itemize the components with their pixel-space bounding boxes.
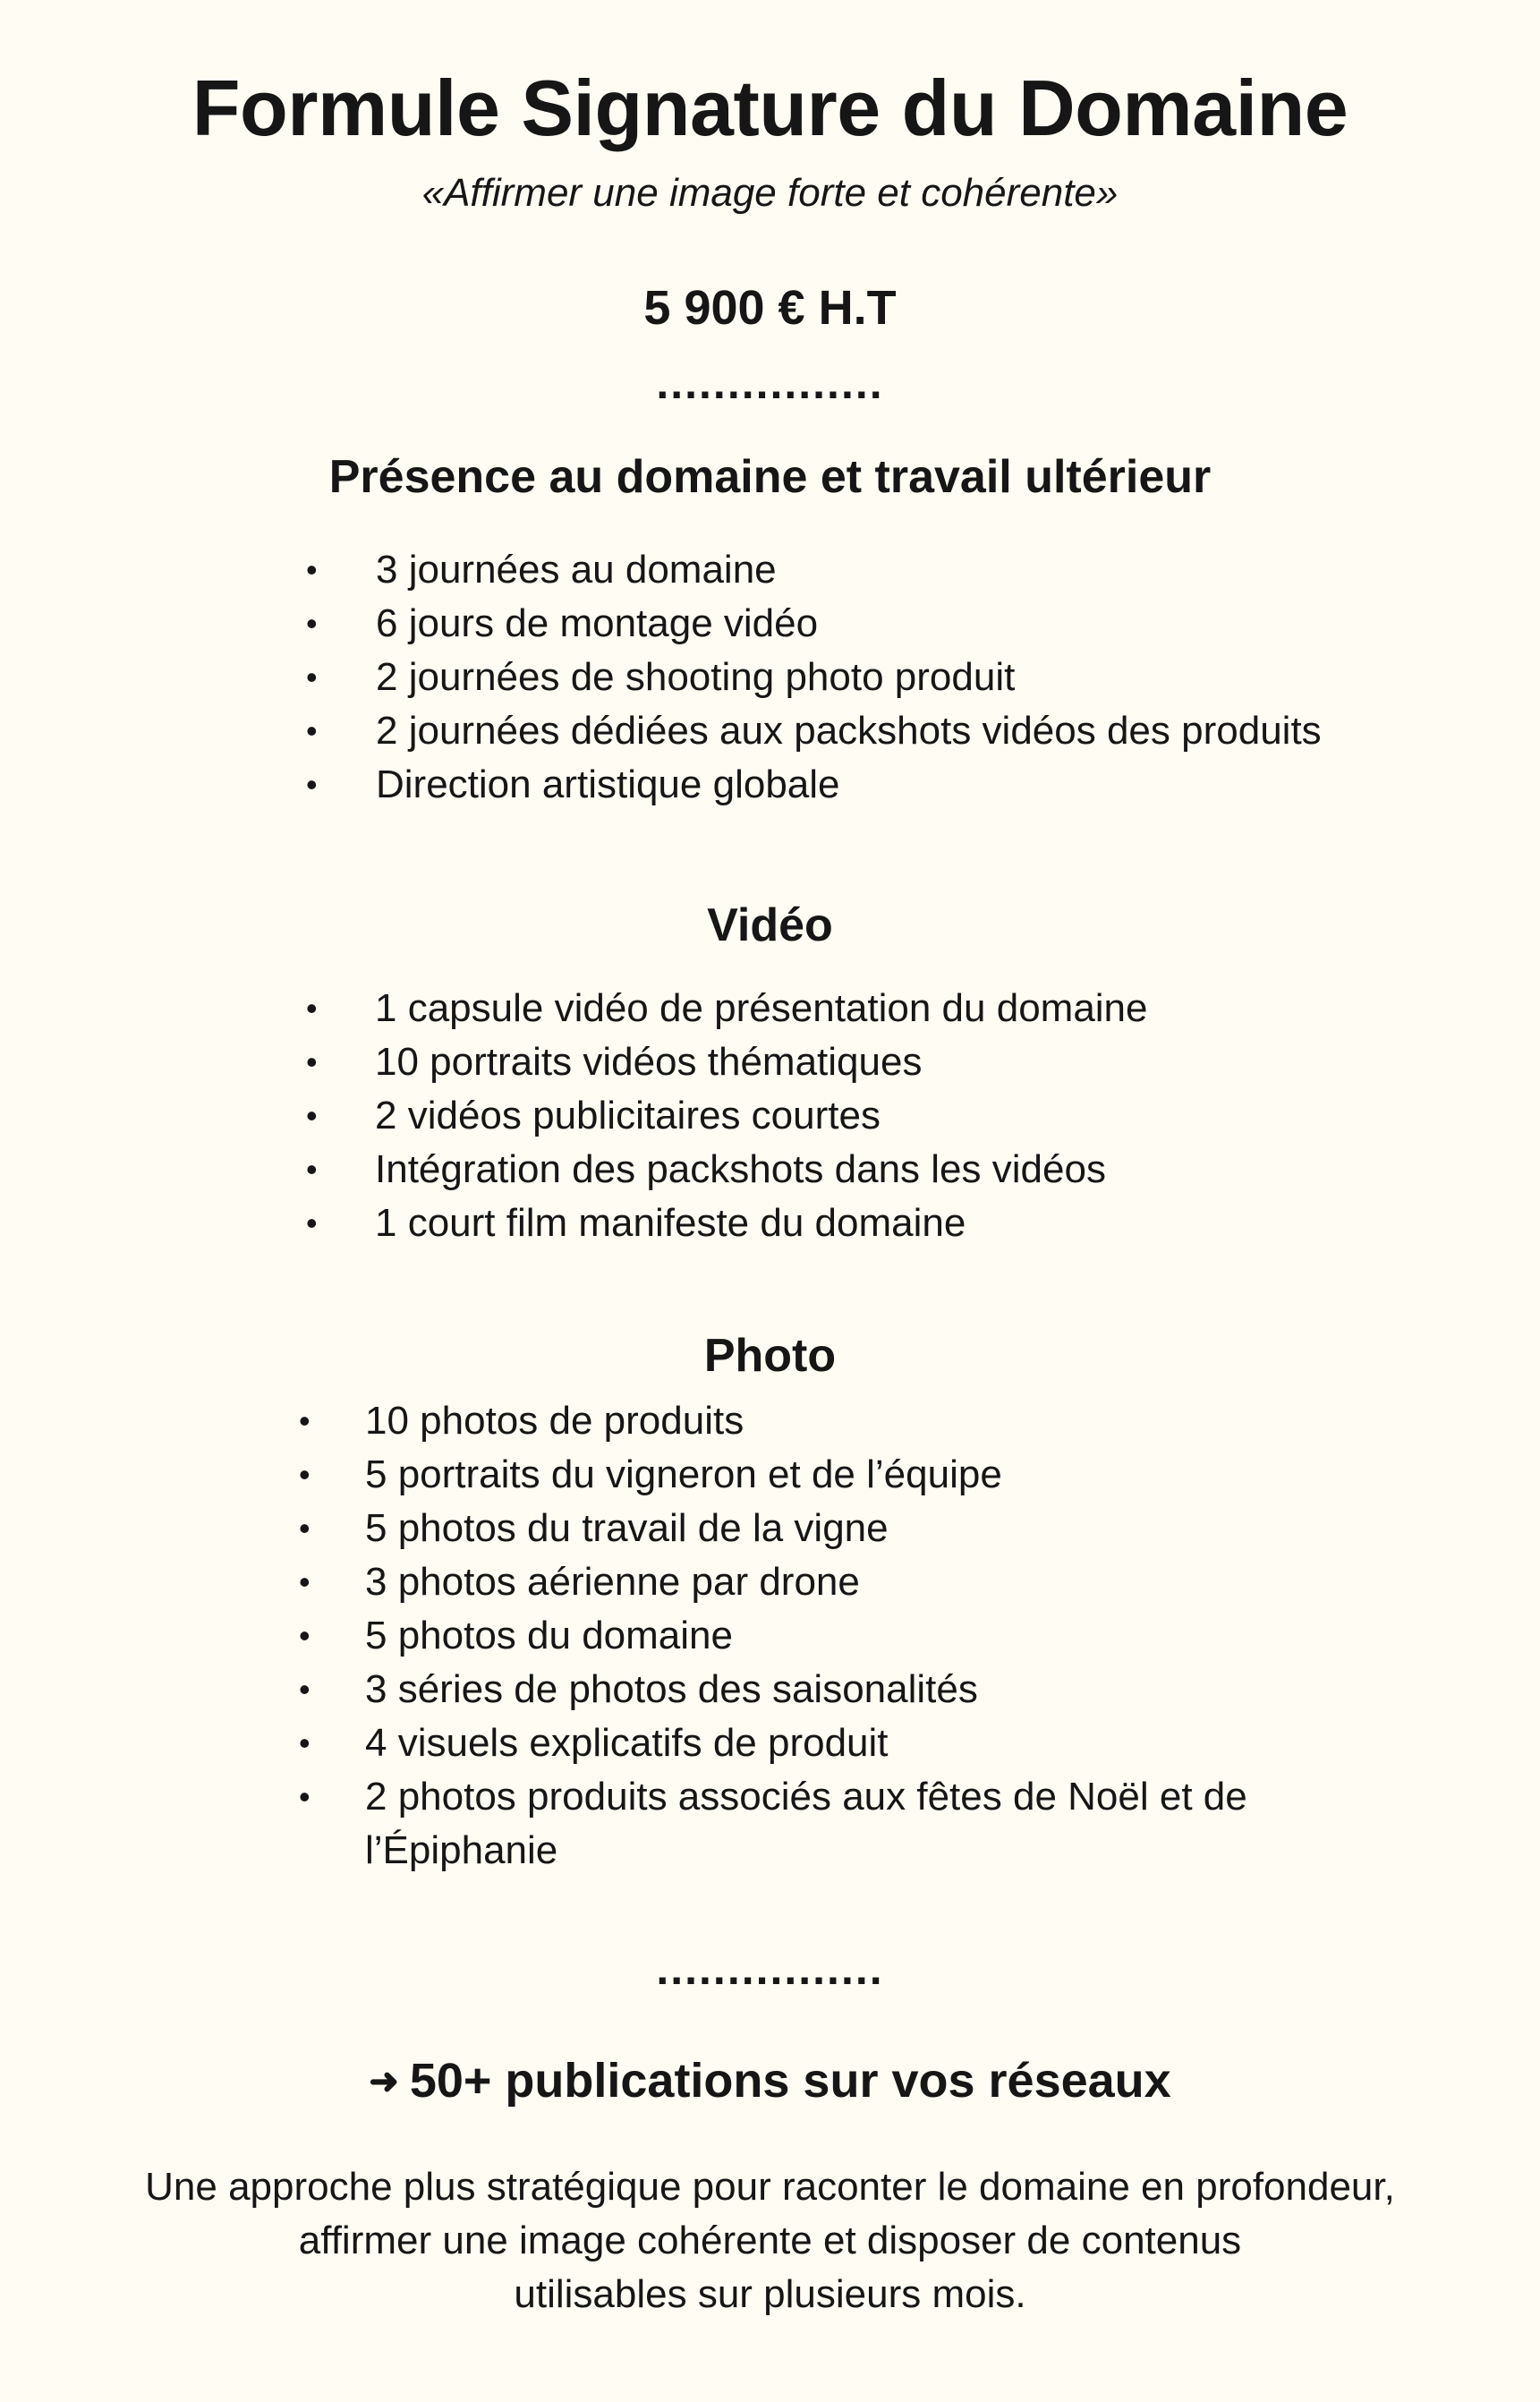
list-item xyxy=(306,1089,1148,1143)
list-item-text: 5 portraits du vigneron et de l’équipe xyxy=(365,1452,1002,1496)
list-item-text: 10 portraits vidéos thématiques xyxy=(375,1040,923,1084)
list-item xyxy=(299,1716,1314,1770)
video-list xyxy=(306,982,1148,1250)
list-item xyxy=(306,651,1322,704)
price: 5 900 € H.T xyxy=(643,281,897,335)
bullet: • xyxy=(306,605,318,642)
bullet: • xyxy=(306,1043,318,1080)
bullet: • xyxy=(306,1205,318,1241)
bullet: • xyxy=(299,1617,311,1654)
bullet: • xyxy=(306,712,318,749)
list-item-text: 5 photos du domaine xyxy=(365,1614,733,1657)
bullet: • xyxy=(306,659,318,695)
list-item xyxy=(299,1609,1314,1663)
list-item xyxy=(306,543,1322,597)
list-item-text: 5 photos du travail de la vigne xyxy=(365,1506,889,1550)
list-item-text: 3 journées au domaine xyxy=(376,548,777,592)
bullet: • xyxy=(299,1456,311,1493)
arrow-right-icon: ➜ xyxy=(369,2062,399,2101)
bullet: • xyxy=(299,1671,311,1708)
list-item-text: 3 séries de photos des saisonalités xyxy=(365,1667,978,1711)
presence-list xyxy=(306,543,1322,812)
list-item xyxy=(299,1502,1314,1555)
page-title: Formule Signature du Domaine xyxy=(191,64,1349,152)
separator-top: ................ xyxy=(656,358,884,408)
section-title-video: Vidéo xyxy=(707,899,833,951)
separator-bottom: ................ xyxy=(656,1944,884,1994)
list-item xyxy=(299,1663,1314,1716)
bullet: • xyxy=(306,1151,318,1188)
publications-highlight xyxy=(0,2049,1540,2117)
photo-list xyxy=(299,1394,1314,1878)
list-item-text: 2 journées dédiées aux packshots vidéos des produits xyxy=(376,709,1322,753)
list-item xyxy=(306,704,1322,758)
list-item-text: Intégration des packshots dans les vidéos xyxy=(375,1147,1106,1191)
bullet: • xyxy=(299,1510,311,1546)
list-item xyxy=(299,1394,1314,1448)
bullet: • xyxy=(306,990,318,1026)
bullet: • xyxy=(299,1402,311,1439)
list-item xyxy=(306,1143,1148,1197)
list-item xyxy=(299,1770,1314,1878)
bullet: • xyxy=(299,1725,311,1761)
bullet: • xyxy=(299,1563,311,1600)
bullet: • xyxy=(306,766,318,803)
list-item xyxy=(306,1197,1148,1250)
list-item xyxy=(299,1555,1314,1609)
tagline: «Affirmer une image forte et cohérente» xyxy=(421,171,1119,215)
summary-line: Une approche plus stratégique pour raconter le domaine en profondeur, xyxy=(145,2165,1395,2209)
bullet: • xyxy=(306,551,318,588)
list-item-text: Direction artistique globale xyxy=(376,762,840,806)
list-item-text: 2 journées de shooting photo produit xyxy=(376,655,1016,699)
list-item-text: 1 court film manifeste du domaine xyxy=(375,1201,966,1245)
list-item xyxy=(306,982,1148,1035)
bullet: • xyxy=(306,1097,318,1134)
summary-line: affirmer une image cohérente et disposer de contenus xyxy=(298,2219,1242,2262)
section-title-photo: Photo xyxy=(703,1330,837,1382)
summary-line: utilisables sur plusieurs mois. xyxy=(514,2272,1026,2316)
section-title-presence: Présence au domaine et travail ultérieur xyxy=(328,451,1212,503)
list-item-text: 6 jours de montage vidéo xyxy=(376,601,819,645)
list-item xyxy=(299,1448,1314,1502)
list-item-text: 2 vidéos publicitaires courtes xyxy=(375,1094,881,1137)
list-item-text: 10 photos de produits xyxy=(365,1399,744,1443)
list-item-text: 2 photos produits associés aux fêtes de Noël et de l’Épiphanie xyxy=(365,1775,1247,1872)
summary-paragraph xyxy=(0,2160,1540,2321)
list-item-text: 4 visuels explicatifs de produit xyxy=(365,1721,889,1765)
list-item-text: 3 photos aérienne par drone xyxy=(365,1560,860,1604)
bullet: • xyxy=(299,1778,311,1815)
list-item xyxy=(306,1035,1148,1089)
list-item-text: 1 capsule vidéo de présentation du domaine xyxy=(375,986,1148,1030)
list-item xyxy=(306,758,1322,812)
list-item xyxy=(306,597,1322,651)
publications-text: 50+ publications sur vos réseaux xyxy=(409,2054,1171,2108)
